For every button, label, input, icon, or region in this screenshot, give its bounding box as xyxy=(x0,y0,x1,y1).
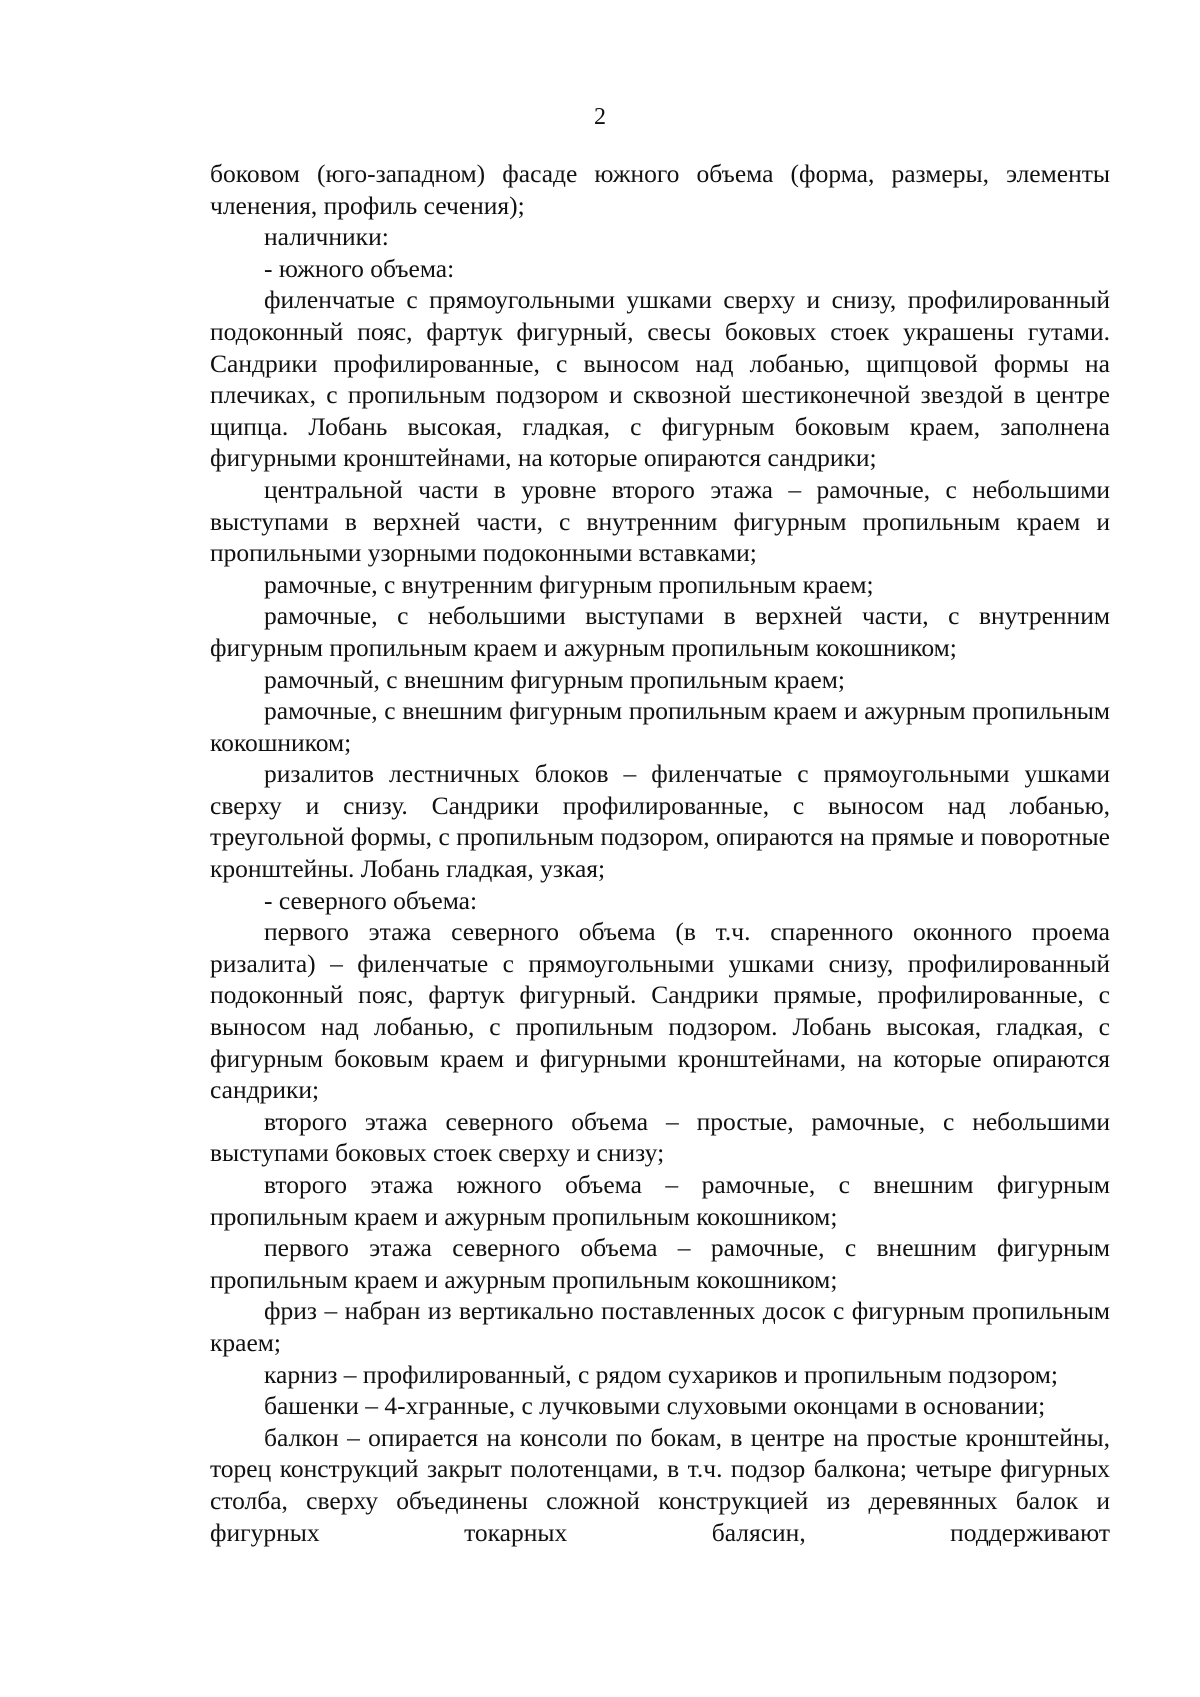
paragraph-heading-nalichniki: наличники: xyxy=(264,222,389,252)
paragraph: рамочный, с внешним фигурным пропильным краем; xyxy=(264,664,845,694)
paragraph: первого этажа северного объема (в т.ч. спаренного оконного проема ризалита) – филенчатые с прямоугольными ушками снизу, профилированный подоконный пояс, фартук фигурный. Сандрики прямые, профилированные, с выносом над лобанью, с пропильным подзором. Лобань высокая, гладкая, с фигурным боковым краем и фигурными кронштейнами, на которые опираются сандрики; xyxy=(210,917,1110,1105)
paragraph: второго этажа северного объема – простые, рамочные, с небольшими выступами боковых стоек сверху и снизу; xyxy=(210,1106,1110,1168)
paragraph: первого этажа северного объема – рамочные, с внешним фигурным пропильным краем и ажурным пропильным кокошником; xyxy=(210,1233,1110,1294)
paragraph: рамочные, с внутренним фигурным пропильным краем; xyxy=(264,569,874,599)
paragraph: башенки – 4-хгранные, с лучковыми слуховыми оконцами в основании; xyxy=(264,1391,1046,1421)
paragraph: рамочные, с небольшими выступами в верхней части, с внутренним фигурным пропильным краем и ажурным пропильным кокошником; xyxy=(210,601,1110,662)
paragraph-continuation: боковом (юго-западном) фасаде южного объема (форма, размеры, элементы членения, профиль сечения); xyxy=(210,159,1110,220)
page-number: 2 xyxy=(594,104,606,130)
paragraph: филенчатые с прямоугольными ушками сверху и снизу, профилированный подоконный пояс, фартук фигурный, свесы боковых стоек украшены гутами. Сандрики профилированные, с выносом над лобанью, щипцовой формы на плечиках, с пропильным подзором и сквозной шестиконечной звездой в центре щипца. Лобань высокая, гладкая, с фигурным боковым краем, заполнена фигурными кронштейнами, на которые опираются сандрики; xyxy=(210,285,1110,473)
paragraph-subheading-south-volume: - южного объема: xyxy=(264,253,455,283)
paragraph: карниз – профилированный, с рядом сухариков и пропильным подзором; xyxy=(264,1359,1058,1389)
paragraph-subheading-north-volume: - северного объема: xyxy=(264,885,478,915)
paragraph: фриз – набран из вертикально поставленных досок с фигурным пропильным краем; xyxy=(210,1296,1110,1357)
paragraph: ризалитов лестничных блоков – филенчатые с прямоугольными ушками сверху и снизу. Сандрики профилированные, с выносом над лобанью, треугольной формы, с пропильным подзором, опираются на прямые и поворотные кронштейны. Лобань гладкая, узкая; xyxy=(210,759,1110,884)
paragraph: центральной части в уровне второго этажа – рамочные, с небольшими выступами в верхней части, с внутренним фигурным пропильным краем и пропильными узорными подоконными вставками; xyxy=(210,474,1110,568)
paragraph-continues-next-page: балкон – опирается на консоли по бокам, в центре на простые кронштейны, торец конструкций закрыт полотенцами, в т.ч. подзор балкона; четыре фигурных столба, сверху объединены сложной конструкцией из деревянных балок и фигурных токарных балясин, поддерживают xyxy=(210,1422,1110,1547)
paragraph: второго этажа южного объема – рамочные, с внешним фигурным пропильным краем и ажурным пропильным кокошником; xyxy=(210,1170,1110,1231)
paragraph: рамочные, с внешним фигурным пропильным краем и ажурным пропильным кокошником; xyxy=(210,696,1110,757)
document-body xyxy=(210,158,1110,1548)
